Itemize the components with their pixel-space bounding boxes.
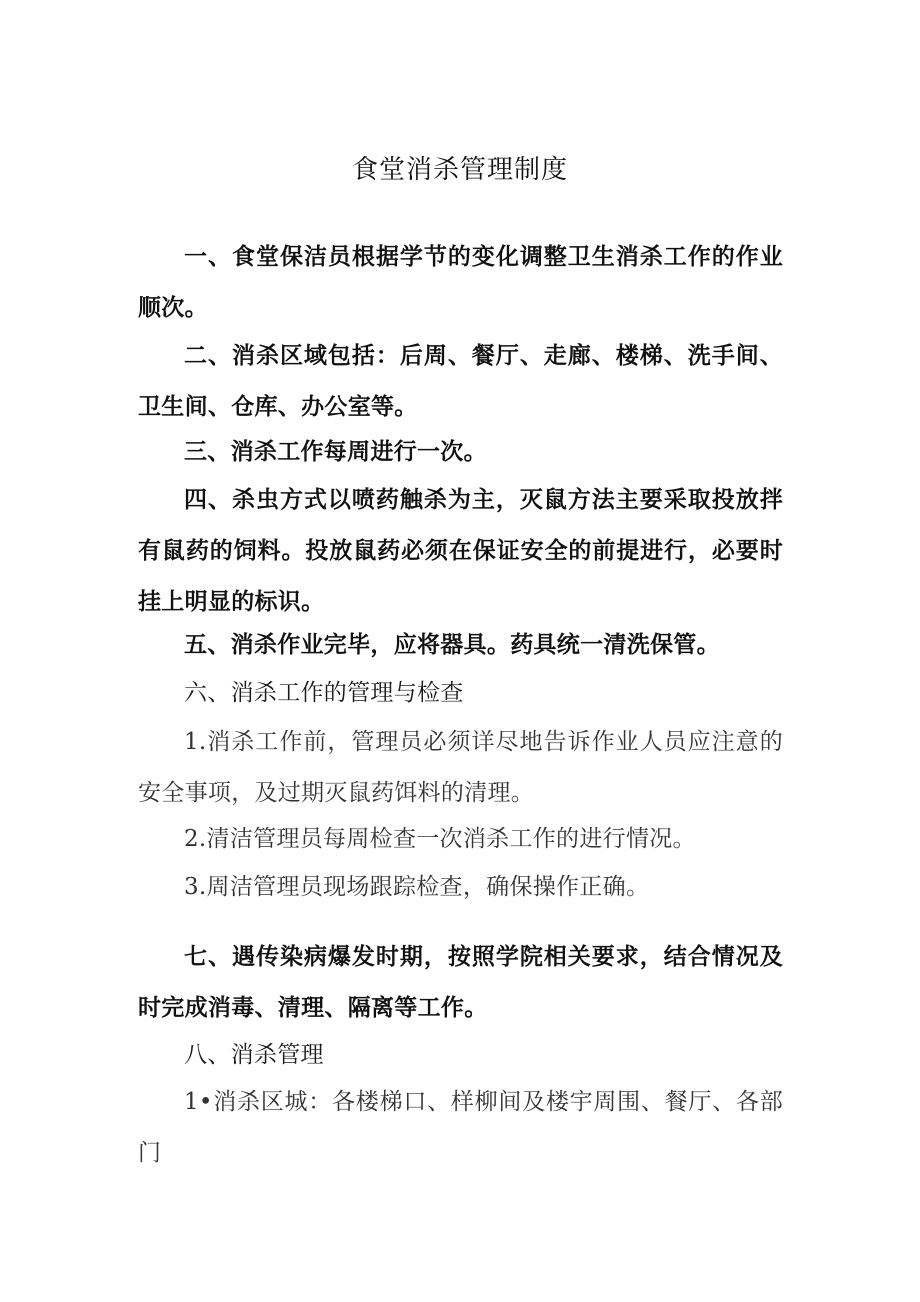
- clause-6-item-1: 1.消杀工作前，管理员必须详尽地告诉作业人员应注意的安全事项，及过期灭鼠药饵料的清理。: [138, 729, 783, 806]
- clause-8-heading: 八、消杀管理: [184, 1042, 324, 1068]
- clause-6-heading: 六、消杀工作的管理与检查: [184, 680, 464, 706]
- clause-8-item-1: 1•消杀区城：各楼梯口、样柳间及楼宇周围、餐厅、各部门: [138, 1089, 783, 1166]
- clause-2: 二、消杀区域包括：后周、餐厅、走廊、楼梯、洗手间、卫生间、仓库、办公室等。: [138, 343, 783, 420]
- clause-4: 四、杀虫方式以喷药触杀为主，灭鼠方法主要采取投放拌有鼠药的饲料。投放鼠药必须在保证安全的前提进行，必要时挂上明显的标识。: [138, 487, 783, 615]
- clause-6-item-3: 3.周洁管理员现场跟踪检查，确保操作正确。: [184, 874, 650, 900]
- clause-1: 一、食堂保洁员根据学节的变化调整卫生消杀工作的作业顺次。: [138, 244, 783, 321]
- clause-5: 五、消杀作业完毕，应将器具。药具统一清洗保管。: [184, 632, 720, 658]
- clause-7: 七、遇传染病爆发时期，按照学院相关要求，结合情况及时完成消毒、清理、隔离等工作。: [138, 944, 783, 1021]
- clause-6-item-2: 2.清洁管理员每周检查一次消杀工作的进行情况。: [184, 826, 696, 852]
- document-title: 食堂消杀管理制度: [351, 155, 568, 185]
- clause-3: 三、消杀工作每周进行一次。: [184, 439, 487, 465]
